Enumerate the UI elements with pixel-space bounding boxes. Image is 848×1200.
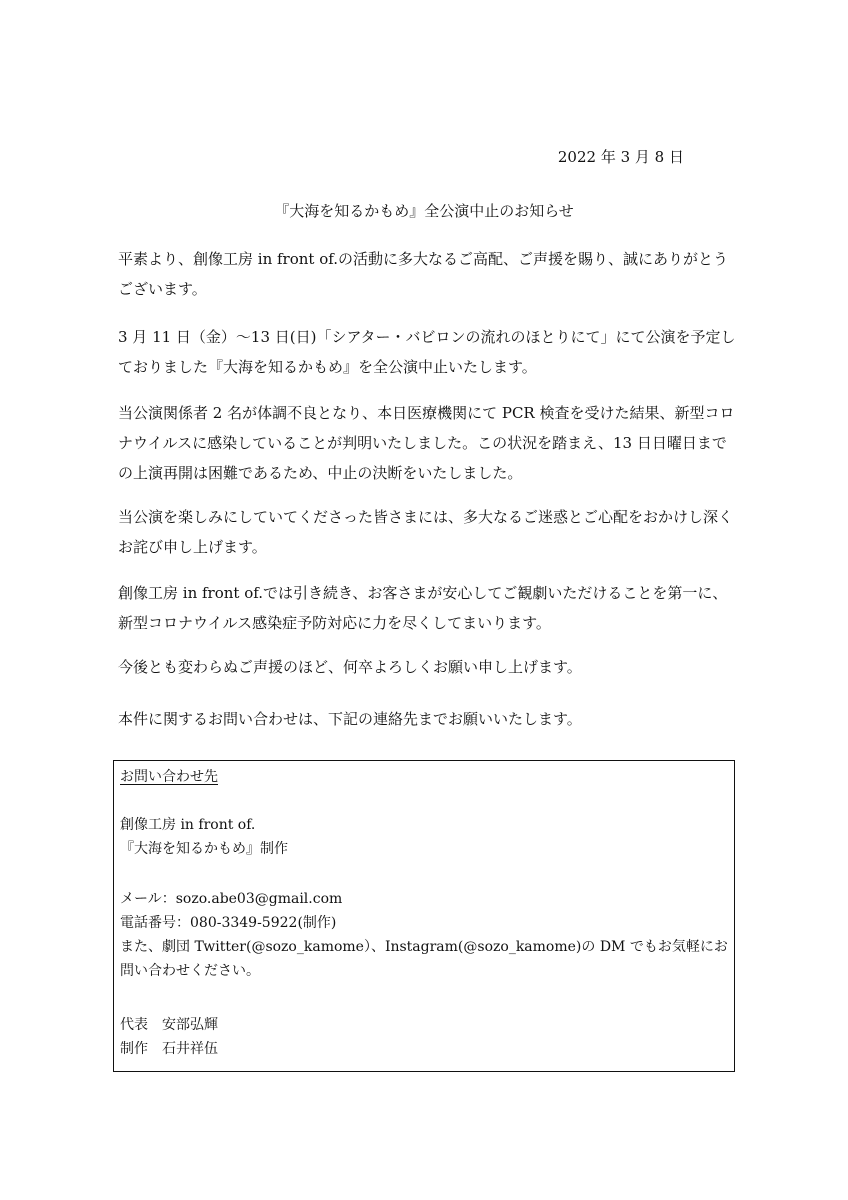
- document-date: 2022 年 3 月 8 日: [557, 148, 684, 166]
- paragraph-apology: 当公演を楽しみにしていてくださった皆さまには、多大なるご迷惑とご心配をおかけし深くお詫び申し上げます。: [118, 508, 734, 556]
- contact-representative: 代表 安部弘輝: [120, 1017, 218, 1033]
- contact-phone: 電話番号：080-3349-5922(制作): [120, 915, 337, 931]
- contact-producer: 制作 石井祥伍: [120, 1041, 218, 1057]
- contact-heading: お問い合わせ先: [120, 769, 218, 785]
- paragraph-cancellation: 3 月 11 日（金）〜13 日(日)「シアター・バビロンの流れのほとりにて」にて公演を予定しておりました『大海を知るかもめ』を全公演中止いたします。: [118, 328, 736, 376]
- paragraph-inquiry: 本件に関するお問い合わせは、下記の連絡先までお願いいたします。: [118, 710, 582, 728]
- contact-organization: 創像工房 in front of.: [120, 817, 256, 833]
- contact-production: 『大海を知るかもめ』制作: [120, 841, 288, 857]
- contact-email: メール：sozo.abe03@gmail.com: [120, 891, 343, 907]
- paragraph-reason: 当公演関係者 2 名が体調不良となり、本日医療機関にて PCR 検査を受けた結果、新型コロナウイルスに感染していることが判明いたしました。この状況を踏まえ、13 日日曜日までの上演再開は困難であるため、中止の決断をいたしました。: [118, 404, 735, 482]
- contact-sns: また、劇団 Twitter(@sozo_kamome）、Instagram(@sozo_kamome)の DM でもお気軽にお問い合わせください。: [120, 939, 728, 979]
- contact-box: [113, 760, 735, 1072]
- paragraph-support: 今後とも変わらぬご声援のほど、何卒よろしくお願い申し上げます。: [118, 658, 582, 676]
- paragraph-greeting: 平素より、創像工房 in front of.の活動に多大なるご高配、ご声援を賜り、誠にありがとうございます。: [118, 250, 729, 298]
- document-title: 『大海を知るかもめ』全公演中止のお知らせ: [274, 202, 574, 220]
- paragraph-prevention: 創像工房 in front of.では引き続き、お客さまが安心してご観劇いただけることを第一に、新型コロナウイルス感染症予防対応に力を尽くしてまいります。: [118, 584, 728, 632]
